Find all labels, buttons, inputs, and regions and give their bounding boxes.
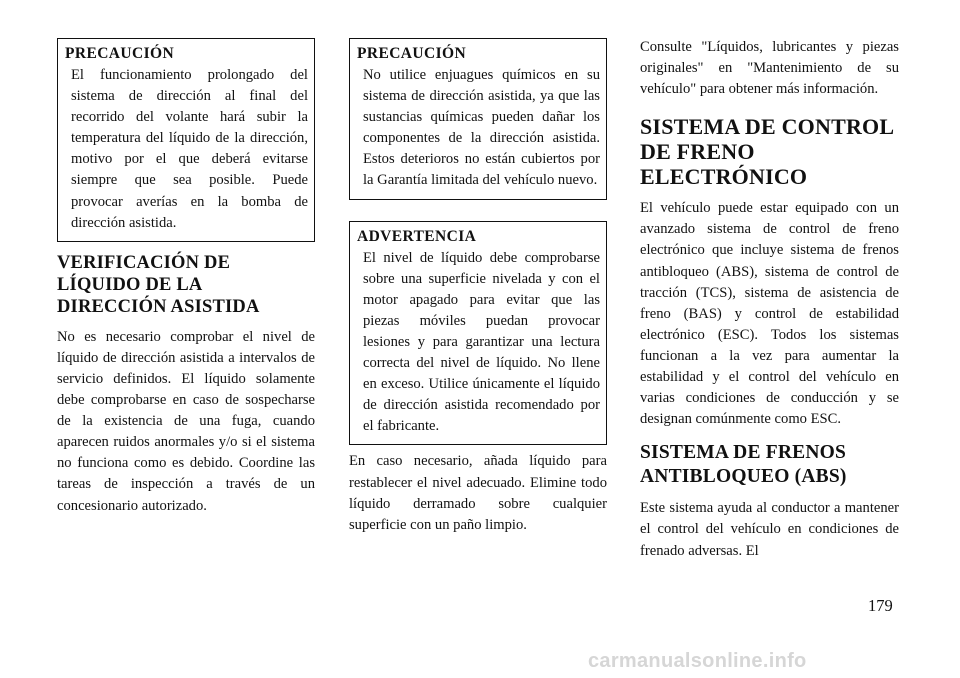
- caution-title: PRECAUCIÓN: [65, 45, 175, 62]
- refill-paragraph: En caso necesario, añada líquido para restablecer el nivel adecuado. Elimine todo líquido derramado sobre cualquier superficie con un paño limpio.: [349, 453, 607, 533]
- abs-paragraph: Este sistema ayuda al conductor a mantener el control del vehículo en condiciones de frenado adversas. El: [640, 500, 899, 559]
- column-right: [640, 38, 899, 562]
- warning-title: ADVERTENCIA: [357, 227, 477, 245]
- column-middle: [349, 38, 607, 536]
- caution-box: [57, 38, 315, 242]
- reference-paragraph: Consulte "Líquidos, lubricantes y piezas originales" en "Mantenimiento de su vehículo" para obtener más información.: [640, 39, 899, 98]
- section-heading-abs: SISTEMA DE FRENOS ANTIBLOQUEO (ABS): [640, 442, 847, 488]
- power-steering-paragraph: No es necesario comprobar el nivel de líquido de dirección asistida a intervalos de servicio definidos. El líquido solamente debe comprobarse en caso de sospecharse de la existencia de una fuga, cuando aparecen ruidos anormales y/o si el sistema no funciona como es debido. Coordine las tareas de inspección a través de un concesionario autorizado.: [57, 328, 315, 514]
- brake-control-paragraph: El vehículo puede estar equipado con un avanzado sistema de control de freno electrónico que incluye sistema de frenos antibloqueo (ABS), sistema de control de tracción (TCS), sistema de asistencia de freno (BAS) y control de estabilidad electrónico (ESC). Todos los sistemas funcionan a la vez para aumentar la estabilidad y el control del vehículo en varias condiciones de conducción y se designan comúnmente como ESC.: [640, 200, 899, 428]
- caution-text: El funcionamiento prolongado del sistema de dirección al final del recorrido del volante hará subir la temperatura del líquido de la dirección, motivo por el que deberá evitarse siempre que sea posible. Puede provocar averías en la bomba de dirección asistida.: [71, 67, 308, 231]
- caution-box: [349, 38, 607, 200]
- caution-text: No utilice enjuagues químicos en su sistema de dirección asistida, ya que las sustancias químicas pueden dañar los componentes de la dirección asistida. Estos deterioros no están cubiertos por la Garantía limitada del vehículo nuevo.: [363, 67, 600, 189]
- column-left: [57, 38, 315, 517]
- warning-text: El nivel de líquido debe comprobarse sobre una superficie nivelada y con el motor apagado para evitar que las piezas móviles puedan provocar lesiones y para garantizar una lectura correcta del nivel de líquido. No llene en exceso. Utilice únicamente el líquido de dirección asistida recomendado por el fabricante.: [363, 249, 600, 435]
- page-number: 179: [868, 596, 893, 615]
- section-heading-brake-control: SISTEMA DE CONTROL DE FRENO ELECTRÓNICO: [640, 114, 894, 190]
- warning-box: [349, 221, 607, 446]
- watermark: carmanualsonline.info: [588, 650, 807, 672]
- section-heading-power-steering-fluid: VERIFICACIÓN DE LÍQUIDO DE LA DIRECCIÓN ASISTIDA: [57, 252, 260, 317]
- caution-title: PRECAUCIÓN: [357, 45, 467, 62]
